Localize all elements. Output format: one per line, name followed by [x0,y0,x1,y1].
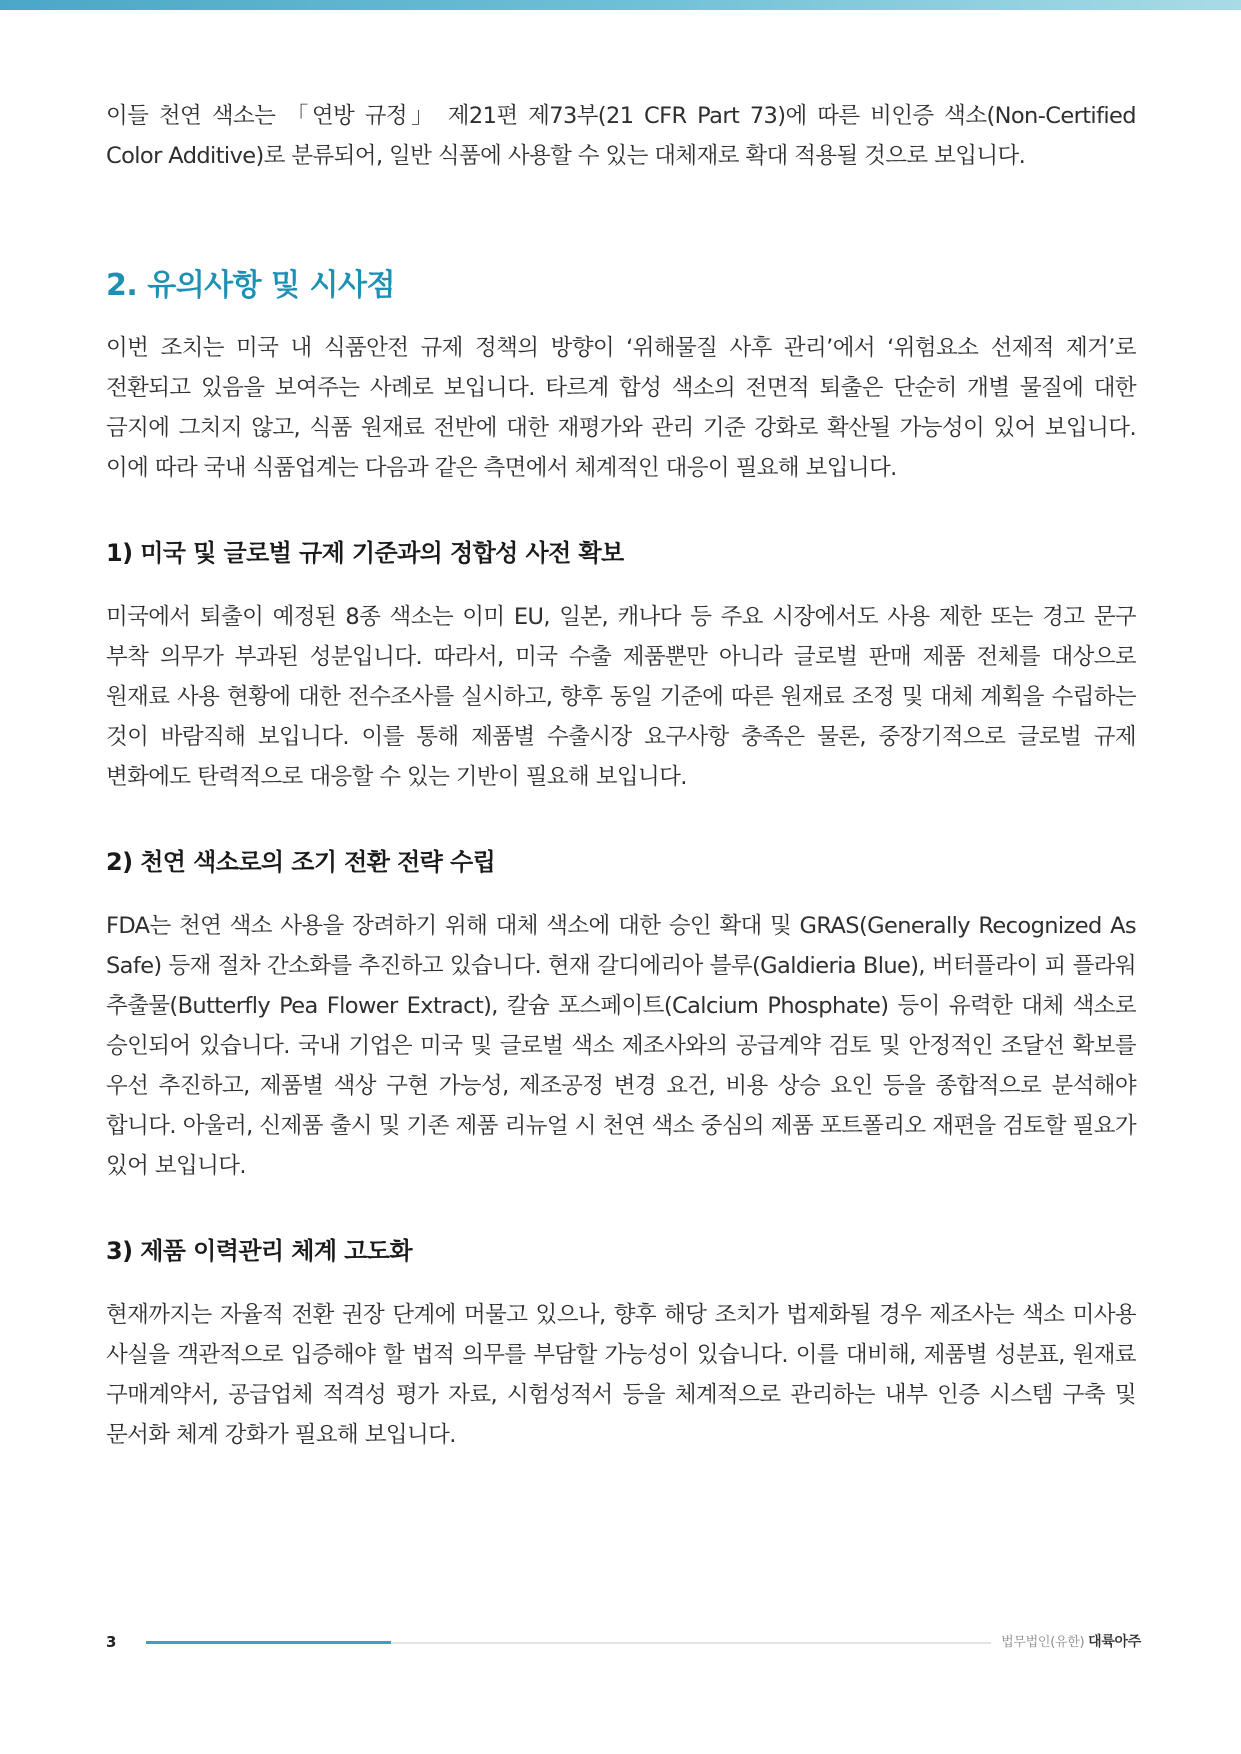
subsection-body-1: 미국에서 퇴출이 예정된 8종 색소는 이미 EU, 일본, 캐나다 등 주요 시장에서도 사용 제한 또는 경고 문구 부착 의무가 부과된 성분입니다. 따라서, 미국 수출 제품뿐만 아니라 글로벌 판매 제품 전체를 대상으로 원재료 사용 현황에 대한 전수조사를 실시하고, 향후 동일 기준에 따른 원재료 조정 및 대체 계획을 수립하는 것이 바람직해 보입니다. 이를 통해 제품별 수출시장 요구사항 충족은 물론, 중장기적으로 글로벌 규제 변화에도 탄력적으로 대응할 수 있는 기반이 필요해 보입니다. [106,604,1136,790]
firm-name-prefix: 법무법인(유한) [1001,1635,1085,1650]
subsection-title-1: 1) 미국 및 글로벌 규제 기준과의 정합성 사전 확보 [106,539,624,567]
section-title: 2. 유의사항 및 시사점 [106,268,395,303]
top-accent-bar [0,0,1241,10]
subsection-body-2: FDA는 천연 색소 사용을 장려하기 위해 대체 색소에 대한 승인 확대 및 GRAS(Generally Recognized As Safe) 등재 절차 간소화를 추진하고 있습니다. 현재 갈디에리아 블루(Galdieria Blue), 버터플라이 피 플라워 추출물(Butterfly Pea Flower Extract), 칼슘 포스페이트(Calcium Phosphate) 등이 유력한 대체 색소로 승인되어 있습니다. 국내 기업은 미국 및 글로벌 색소 제조사와의 공급계약 검토 및 안정적인 조달선 확보를 우선 추진하고, 제품별 색상 구현 가능성, 제조공정 변경 요건, 비용 상승 요인 등을 종합적으로 분석해야 합니다. 아울러, 신제품 출시 및 기존 제품 리뉴얼 시 천연 색소 중심의 제품 포트폴리오 재편을 검토할 필요가 있어 보입니다. [106,913,1136,1179]
page-number: 3 [106,1633,117,1651]
page-footer [106,1630,1141,1654]
footer-divider-accent [146,1641,391,1644]
intro-paragraph: 이들 천연 색소는 「연방 규정」 제21편 제73부(21 CFR Part 73)에 따른 비인증 색소(Non-Certified Color Additive)로 분류되어, 일반 식품에 사용할 수 있는 대체재로 확대 적용될 것으로 보입니다. [106,103,1136,169]
subsection-title-3: 3) 제품 이력관리 체계 고도화 [106,1237,412,1265]
subsection-body-3: 현재까지는 자율적 전환 권장 단계에 머물고 있으나, 향후 해당 조치가 법제화될 경우 제조사는 색소 미사용 사실을 객관적으로 입증해야 할 법적 의무를 부담할 가능성이 있습니다. 이를 대비해, 제품별 성분표, 원재료 구매계약서, 공급업체 적격성 평가 자료, 시험성적서 등을 체계적으로 관리하는 내부 인증 시스템 구축 및 문서화 체계 강화가 필요해 보입니다. [106,1302,1136,1448]
firm-name [1001,1630,1141,1655]
firm-name-main: 대륙아주 [1088,1634,1141,1650]
section-intro-paragraph: 이번 조치는 미국 내 식품안전 규제 정책의 방향이 ‘위해물질 사후 관리’에서 ‘위험요소 선제적 제거’로 전환되고 있음을 보여주는 사례로 보입니다. 타르계 합성 색소의 전면적 퇴출은 단순히 개별 물질에 대한 금지에 그치지 않고, 식품 원재료 전반에 대한 재평가와 관리 기준 강화로 확산될 가능성이 있어 보입니다. 이에 따라 국내 식품업계는 다음과 같은 측면에서 체계적인 대응이 필요해 보입니다. [106,335,1136,481]
document-body [106,96,1136,1455]
subsection-title-2: 2) 천연 색소로의 조기 전환 전략 수립 [106,848,496,876]
